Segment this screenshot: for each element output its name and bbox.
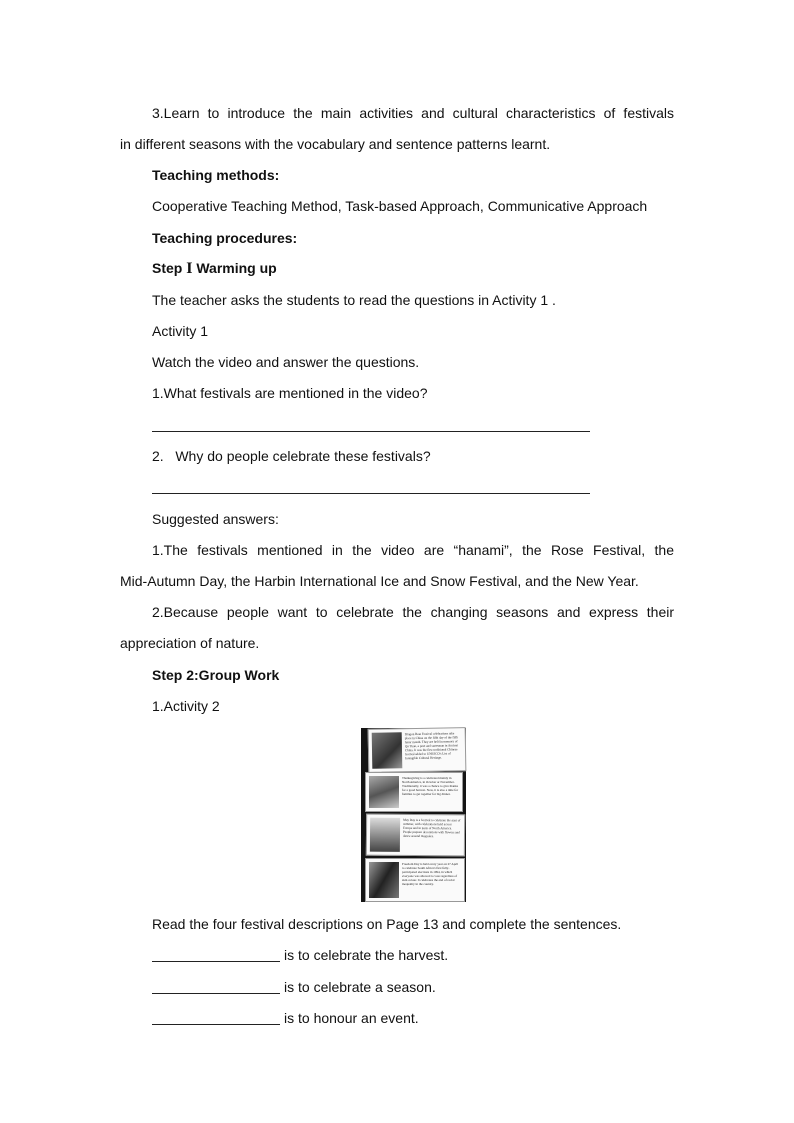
activity-2-label: 1.Activity 2 [152, 698, 220, 714]
answer-line-2[interactable] [152, 493, 590, 494]
step-1-heading: Step I Warming up [152, 260, 277, 277]
freedom-day-photo [369, 862, 399, 898]
step-1-instruction: The teacher asks the students to read the questions in Activity 1 . [152, 292, 556, 308]
blank-field[interactable] [152, 979, 280, 994]
step-2-heading: Step 2:Group Work [152, 667, 280, 683]
festival-descriptions-figure [361, 728, 466, 902]
activity-2-task: Read the four festival descriptions on Page 13 and complete the sentences. [152, 916, 622, 932]
answer-line-1[interactable] [152, 431, 590, 432]
freedom-day-card: Freedom Day is held every year on 27 April to celebrate South Africa's first fully-participated elections in 1994, in which everyone was allowed to vote regardless of skin colour. It celebrates the end of racial inequality in the country. [365, 858, 465, 902]
answer-1-line-1: 1.The festivals mentioned in the video are “hanami”, the Rose Festival, the [152, 542, 674, 558]
thanksgiving-photo [369, 776, 399, 808]
objective-3-line-2: in different seasons with the vocabulary and sentence patterns learnt. [120, 136, 551, 152]
thanksgiving-card: Thanksgiving is a celebrated mainly in North America, in October or November. Traditionally, it was a chance to give thanks for a good harvest. Now, it is also a time for families to get together for big dinner. [365, 772, 463, 812]
activity-1-label: Activity 1 [152, 323, 209, 339]
objective-3-line-1: 3.Learn to introduce the main activities and cultural characteristics of festivals [152, 105, 674, 121]
may-day-card: May Day is a festival to celebrate the start of summer, with celebrations held across Europe and in parts of North America. People prepare decorations with flowers and dance around maypoles. [366, 814, 465, 857]
teaching-methods-text: Cooperative Teaching Method, Task-based Approach, Communicative Approach [152, 198, 648, 214]
suggested-answers-heading: Suggested answers: [152, 511, 279, 527]
answer-2-line-1: 2.Because people want to celebrate the changing seasons and express their [152, 604, 674, 620]
activity-1-task: Watch the video and answer the questions. [152, 354, 420, 370]
answer-2-line-2: appreciation of nature. [120, 635, 260, 651]
dragon-boat-card: Dragon Boat Festival celebrations take place in China on the fifth day of the fifth lunar month. They are held in memory of Qu Yuan, a poet and statesman in Ancient China. It was the first traditional Chinese festival added to UNESCO's List of Intangible Cultural Heritage. [368, 727, 467, 773]
fill-sentence-3: is to honour an event. [152, 1009, 419, 1027]
fill-sentence-2: is to celebrate a season. [152, 978, 436, 996]
fill-sentence-1: is to celebrate the harvest. [152, 946, 448, 964]
teaching-methods-heading: Teaching methods: [152, 167, 280, 183]
answer-1-line-2: Mid-Autumn Day, the Harbin International Ice and Snow Festival, and the New Year. [120, 573, 639, 589]
question-2: 2. Why do people celebrate these festivals? [152, 448, 431, 464]
dragon-boat-photo [372, 732, 403, 769]
blank-field[interactable] [152, 947, 280, 962]
blank-field[interactable] [152, 1010, 280, 1025]
may-day-photo [370, 818, 400, 852]
question-1: 1.What festivals are mentioned in the video? [152, 385, 428, 401]
teaching-procedures-heading: Teaching procedures: [152, 230, 298, 246]
